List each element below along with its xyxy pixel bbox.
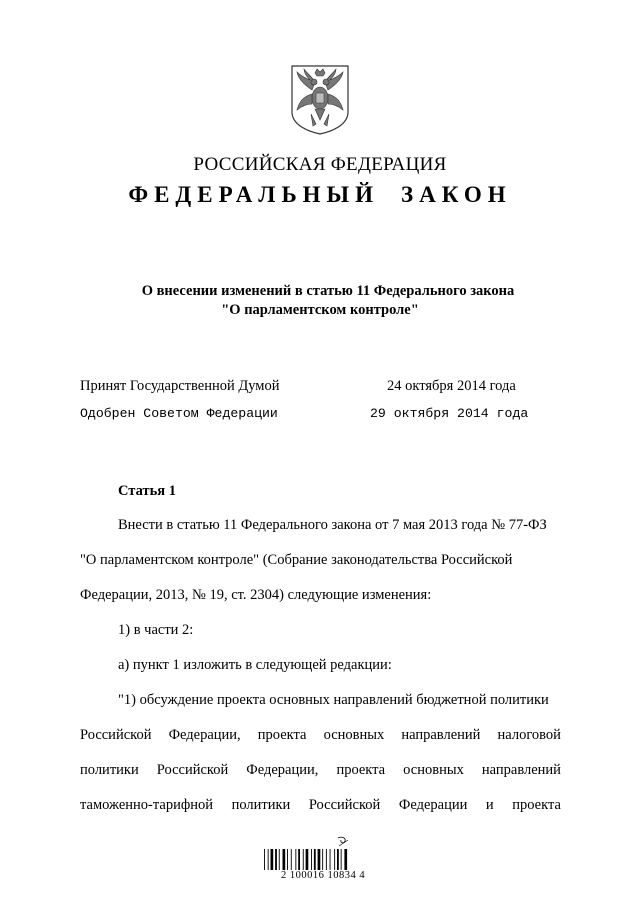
article-text-line: Федерации, 2013, № 19, ст. 2304) следующие изменения: xyxy=(80,587,432,603)
article-text-line: Внести в статью 11 Федерального закона от 7 мая 2013 года № 77-ФЗ xyxy=(118,517,547,533)
council-label: Одобрен Советом Федерации xyxy=(80,406,278,421)
council-date: 29 октября 2014 года xyxy=(370,406,529,421)
document-type xyxy=(0,182,640,208)
duma-date: 24 октября 2014 года xyxy=(387,378,516,394)
document-type-word1: ФЕДЕРАЛЬНЫЙ xyxy=(128,182,380,207)
barcode-number: 2 100016 10834 4 xyxy=(258,870,388,881)
coat-of-arms-icon xyxy=(289,64,351,136)
duma-label: Принят Государственной Думой xyxy=(80,378,280,394)
article-text-line: политики Российской Федерации, проекта основных направлений xyxy=(80,762,561,778)
article-text-line: "О парламентском контроле" (Собрание законодательства Российской xyxy=(80,552,513,568)
document-type-word2: ЗАКОН xyxy=(401,182,512,207)
article-text-line: а) пункт 1 изложить в следующей редакции: xyxy=(118,657,392,673)
law-title-line2: "О парламентском контроле" xyxy=(221,302,419,318)
article-text-line: Российской Федерации, проекта основных направлений налоговой xyxy=(80,727,561,743)
country-name: РОССИЙСКАЯ ФЕДЕРАЦИЯ xyxy=(193,154,447,175)
article-text-line: 1) в части 2: xyxy=(118,622,194,638)
article-heading: Статья 1 xyxy=(118,483,176,499)
article-text-line: "1) обсуждение проекта основных направлений бюджетной политики xyxy=(118,692,549,708)
article-text-line: таможенно-тарифной политики Российской Федерации и проекта xyxy=(80,797,561,813)
law-title-line1: О внесении изменений в статью 11 Федерального закона xyxy=(141,283,515,299)
